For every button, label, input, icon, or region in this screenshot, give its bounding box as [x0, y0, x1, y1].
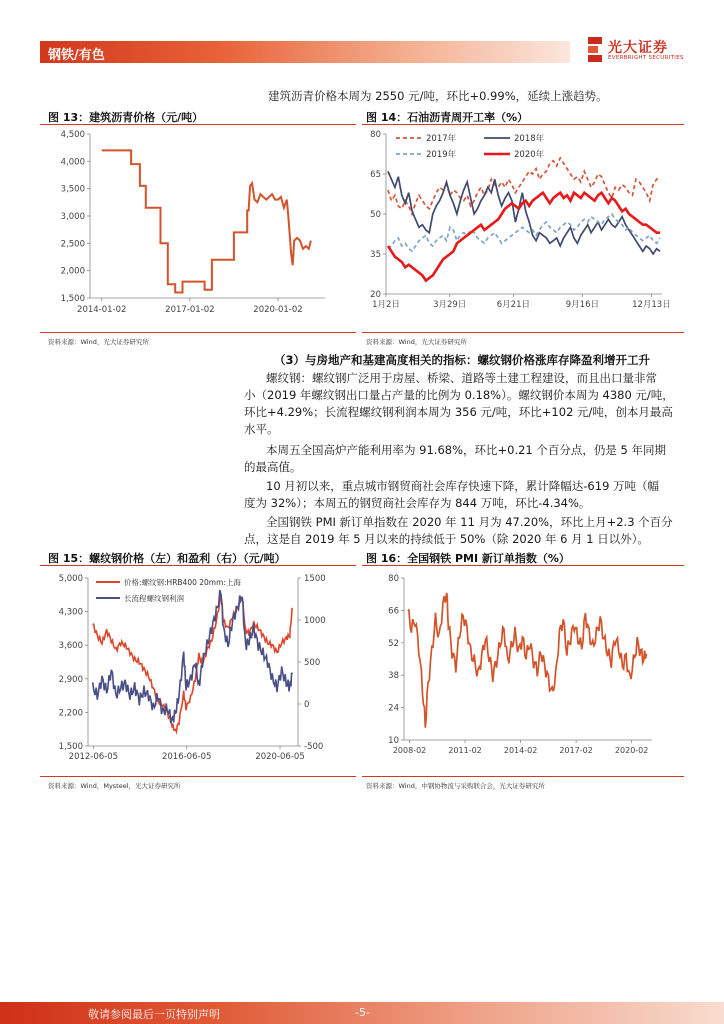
- fig14-x-tick-label: 9月16日: [565, 300, 600, 310]
- fig15-source: 资料来源：Wind，Mysteel，光大证券研究所: [48, 782, 181, 790]
- fig14-y-tick-label: 20: [370, 290, 381, 300]
- p2-line: 本周五全国高炉产能利用率为 91.68%，环比+0.21 个百分点，仍是 5 年同期: [266, 443, 667, 457]
- section-label: 钢铁/有色: [48, 48, 105, 63]
- logo-mark-icon: [588, 37, 602, 63]
- brand-logo: [588, 35, 688, 67]
- fig13-y-tick-label: 2,500: [60, 239, 85, 250]
- section3-p1: [244, 370, 674, 438]
- fig13-title-rule: [40, 124, 356, 125]
- fig16-x-tick-label: 2011-02: [448, 746, 482, 755]
- fig14-y-tick-label: 65: [370, 170, 381, 180]
- fig13-x-tick-label: 2014-01-02: [77, 305, 127, 315]
- fig15-left-tick-label: 2,900: [58, 674, 83, 685]
- fig13-y-tick-label: 4,500: [60, 130, 85, 140]
- fig15-legend-label: 长流程螺纹钢利润: [124, 594, 184, 603]
- p3-line: 10 月初以来，重点城市钢贸商社会库存快速下降，累计降幅达-619 万吨（幅: [266, 479, 660, 493]
- fig14-legend-label: 2020年: [514, 150, 545, 160]
- p4-line: 全国钢铁 PMI 新订单指数在 2020 年 11 月为 47.20%，环比上月+2.3 个百分: [266, 515, 673, 529]
- fig14-y-tick-label: 35: [370, 250, 381, 260]
- fig13-title: 图 13：建筑沥青价格（元/吨）: [48, 111, 204, 124]
- p3-line: 度为 32%）；本周五的钢贸商社会库存为 844 万吨，环比-4.34%。: [244, 496, 591, 510]
- fig15-series-line-1: [93, 590, 293, 723]
- logo-en-text: EVERBRIGHT SECURITIES: [608, 55, 684, 61]
- fig14-source: 资料来源：Wind，光大证券研究所: [366, 338, 467, 346]
- fig15-x-tick-label: 2016-06-05: [161, 752, 212, 762]
- fig16-source: 资料来源：Wind，中钢协物流与采购联合会，光大证券研究所: [366, 782, 545, 790]
- section3-p4: [244, 514, 673, 548]
- fig15-left-tick-label: 3,600: [58, 641, 83, 652]
- fig15-x-tick-label: 2020-06-05: [255, 752, 305, 762]
- fig13-y-tick-label: 1,500: [60, 294, 85, 304]
- fig16-y-tick-label: 38: [388, 671, 399, 682]
- fig16-chart: [362, 568, 684, 764]
- fig14-title-rule: [362, 124, 684, 125]
- fig14-x-tick-label: 3月29日: [433, 300, 467, 310]
- fig13-source: 资料来源：Wind，光大证券研究所: [48, 338, 149, 346]
- page-number: -5-: [355, 1006, 370, 1019]
- fig14-x-tick-label: 12月13日: [632, 300, 671, 310]
- fig14-bottom-rule: [362, 332, 684, 333]
- fig15-right-tick-label: 1000: [304, 616, 326, 626]
- logo-cn-text: 光大证券: [608, 40, 668, 56]
- section3-heading: （3）与房地产和基建高度相关的指标：螺纹钢价格涨库存降盈利增开工升: [274, 353, 650, 367]
- fig15-chart: [40, 568, 356, 764]
- fig14-legend-label: 2019年: [426, 150, 457, 160]
- fig16-y-tick-label: 52: [388, 638, 399, 649]
- fig13-chart: [40, 126, 356, 320]
- p1-line: 环比+4.29%；长流程螺纹钢利润本周为 356 元/吨，环比+102 元/吨，创本月最高: [244, 405, 673, 419]
- fig16-bottom-rule: [362, 776, 684, 777]
- fig14-y-tick-label: 80: [370, 130, 381, 140]
- p1-line: 水平。: [244, 422, 279, 436]
- fig13-y-tick-label: 2,000: [60, 266, 85, 277]
- fig14-title: 图 14：石油沥青周开工率（%）: [366, 111, 529, 124]
- p4-line: 点，这是自 2019 年 5 月以来的持续低于 50%（除 2020 年 6 月 1 日以外）。: [244, 532, 650, 546]
- footer-note: 敬请参阅最后一页特别声明: [88, 1008, 220, 1021]
- fig16-y-tick-label: 80: [388, 574, 399, 584]
- fig15-x-tick-label: 2012-06-05: [68, 752, 119, 762]
- header-bar: [40, 41, 570, 63]
- p1-line: 螺纹钢：螺纹钢广泛用于房屋、桥梁、道路等土建工程建设，而且出口量非常: [266, 371, 657, 385]
- intro-paragraph: 建筑沥青价格本周为 2550 元/吨，环比+0.99%，延续上涨趋势。: [268, 89, 608, 103]
- fig16-x-tick-label: 2020-02: [614, 746, 649, 755]
- fig13-price-line: [102, 150, 311, 292]
- fig13-y-tick-label: 3,500: [60, 184, 85, 195]
- fig14-series-line-1: [388, 171, 660, 254]
- fig13-x-tick-label: 2017-01-02: [165, 305, 215, 315]
- p1-line: 小（2019 年螺纹钢出口量占产量的比例为 0.18%）。螺纹钢价本周为 4380 元/吨，: [244, 388, 674, 402]
- fig14-x-tick-label: 1月2日: [372, 300, 400, 310]
- fig13-bottom-rule: [40, 332, 356, 333]
- fig16-title: 图 16：全国钢铁 PMI 新订单指数（%）: [366, 552, 570, 565]
- fig15-left-tick-label: 1,500: [58, 742, 83, 752]
- p2-line: 的最高值。: [244, 460, 302, 474]
- fig15-right-tick-label: 500: [304, 658, 321, 668]
- fig15-title: 图 15：螺纹钢价格（左）和盈利（右）（元/吨）: [48, 552, 286, 565]
- fig16-x-tick-label: 2014-02: [503, 746, 538, 755]
- fig14-chart: [362, 126, 684, 320]
- section3-p3: [244, 478, 659, 512]
- fig14-y-tick-label: 50: [370, 210, 381, 220]
- fig15-right-tick-label: -500: [304, 742, 324, 752]
- fig16-y-tick-label: 24: [388, 703, 399, 714]
- fig15-bottom-rule: [40, 776, 356, 777]
- fig15-series-line-0: [93, 594, 293, 732]
- fig15-right-tick-label: 0: [304, 700, 310, 710]
- section3-p2: [244, 442, 666, 476]
- fig16-y-tick-label: 66: [388, 606, 399, 617]
- fig15-right-tick-label: 1500: [304, 574, 326, 584]
- fig15-left-tick-label: 5,000: [58, 574, 83, 584]
- fig16-pmi-line: [408, 593, 647, 728]
- fig13-y-tick-label: 4,000: [60, 157, 85, 168]
- fig13-y-tick-label: 3,000: [60, 212, 85, 222]
- fig14-x-tick-label: 6月21日: [496, 300, 531, 310]
- fig16-title-rule: [362, 565, 684, 566]
- fig15-legend-label: 价格:螺纹钢:HRB400 20mm:上海: [124, 578, 241, 587]
- fig16-x-tick-label: 2017-02: [559, 746, 593, 755]
- fig15-left-tick-label: 4,300: [58, 607, 83, 618]
- fig16-y-tick-label: 10: [388, 736, 399, 746]
- fig15-title-rule: [40, 565, 356, 566]
- fig14-legend-label: 2018年: [514, 134, 545, 144]
- fig16-x-tick-label: 2008-02: [392, 746, 427, 755]
- fig14-legend-label: 2017年: [426, 134, 457, 144]
- fig15-left-tick-label: 2,200: [58, 708, 83, 719]
- fig13-x-tick-label: 2020-01-02: [253, 305, 303, 315]
